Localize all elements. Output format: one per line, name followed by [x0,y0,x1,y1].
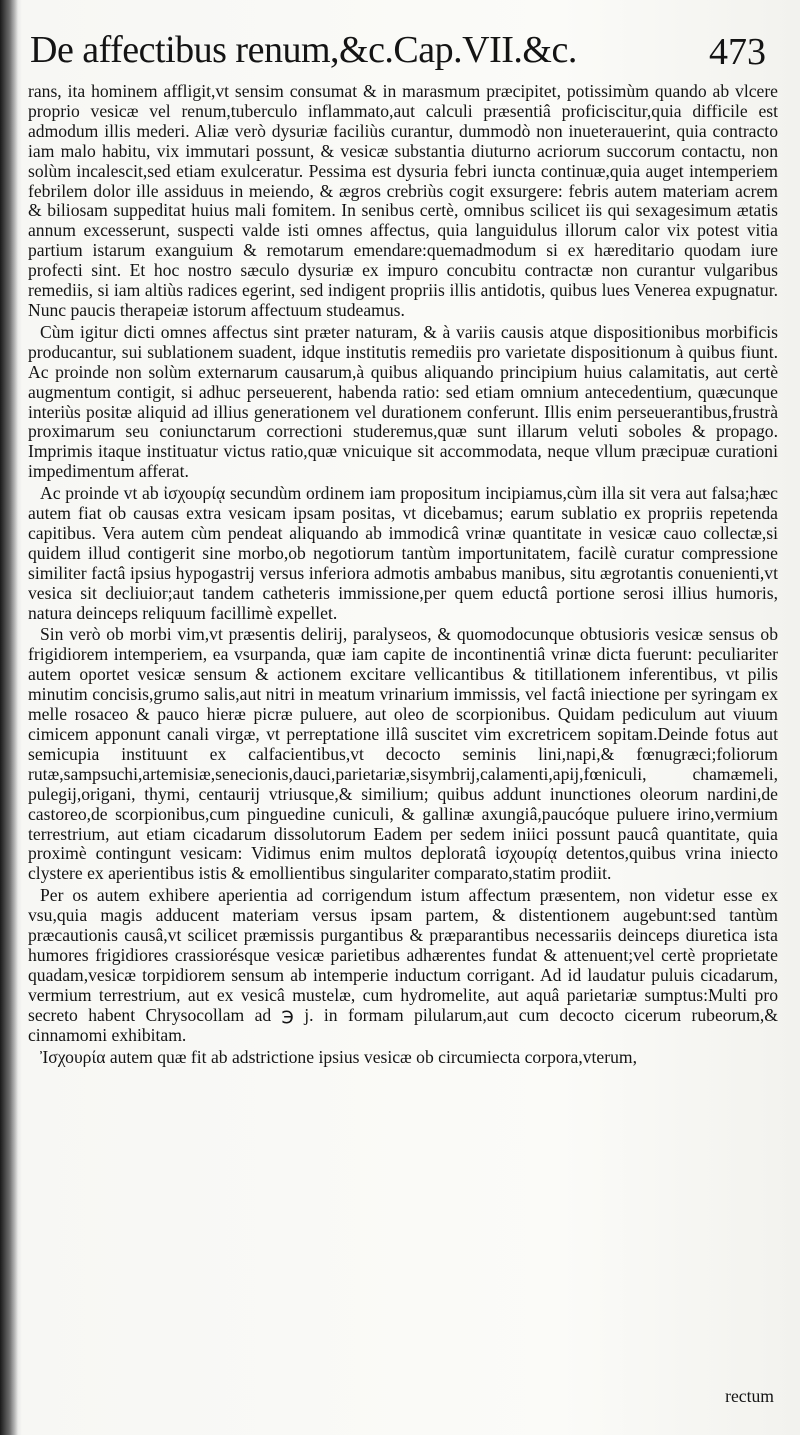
body-text [28,82,778,1067]
paragraph-general-therapy: Cùm igitur dicti omnes affectus sint præter naturam, & à variis causis atque dispositionibus morbificis producantur, sui sublationem suadent, idque institutis remediis pro varietate dispositionum à quibus fiunt. Ac proinde non solùm externarum causarum,à quibus aliquando principium huius calamitatis, aut certè augmentum contigit, si adhuc perseuerent, habenda ratio: sed etiam omnium antecedentium, quæcunque interiùs positæ aliquid ad illius generationem vel durationem conferunt. Illis enim perseuerantibus,frustrà proximarum seu coniunctarum correctioni studeremus,quæ sunt illarum veluti soboles & propago. Imprimis itaque instituatur victus ratio,quæ vnicuique sit accommodata, neque vllum præcipuæ curationi impedimentum afferat. [28,321,778,482]
paragraph-ischuria-true: Ac proinde vt ab ἰσχουρίᾳ secundùm ordinem iam propositum incipiamus,cùm illa sit vera aut falsa;hæc autem fiat ob causas extra vesicam ipsam positas, vt dicebamus; earum sublatio ex propriis repetenda capitibus. Vera autem cùm pendeat aliquando ab immodicâ vrinæ quantitate in vesicæ cauo collectæ,si quidem illud contigerit sine morbo,ob negotiorum tantùm importunitatem, facilè curatur compressione similiter factâ ipsius hypogastrij versus inferiora admotis ambabus manibus, situ ægrotantis conuenienti,vt vesica sit decliuior;aut tandem catheteris immissione,per quem eductâ portione serosi illius humoris, natura deinceps reliquum facillimè expellet. [28,483,778,623]
paragraph-ischuria-constriction: Ἰσχουρία autem quæ fit ab adstrictione ipsius vesicæ ob circumiecta corpora,vterum, [40,1046,637,1067]
paragraph-oral-remedies: Per os autem exhibere aperientia ad corrigendum istum affectum præsentem, non videtur esse ex vsu,quia magis adducent materiam versus ipsam partem, & distentionem augebunt:sed tantùm præcautionis causâ,vt scilicet præmissis purgantibus & præparantibus necessariis deinceps diuretica ista humores frigidiores crassiorésque vesicæ parietibus adhærentes fundat & attenuent;vel certè proprietate quadam,vesicæ torpidiorem sensum ab intemperie inductum corrigant. Ad id laudatur puluis cicadarum, vermium terrestrium, aut ex vesicâ mustelæ, cum hydromelite, aut aquâ parietariæ sumptus:Multi pro secreto habent Chrysocollam ad ℈ j. in formam pilularum,aut cum decocto cicerum rubeorum,& cinnamomi exhibitam. [28,885,778,1045]
paragraph-ischuria-remedies: Sin verò ob morbi vim,vt præsentis delirij, paralyseos, & quomodocunque obtusioris vesicæ sensus ob frigidiorem intemperiem, ea vsurpanda, quæ iam capite de incontinentiâ vrinæ dicta fuerunt: peculiariter autem oportet vesicæ sensum & actionem excitare vellicantibus & titillationem inferentibus, vt pilis minutim concisis,grumo salis,aut nitri in meatum vrinarium immissis, vel factâ iniectione per syringam ex melle rosaceo & pauco hieræ picræ puluere, aut oleo de scorpionibus. Quidam pediculum aut viuum cimicem apponunt canali virgæ, vt perreptatione illâ suscitet vim excretricem sopitam.Deinde fotus aut semicupia instituunt ex calfacientibus,vt decocto seminis lini,napi,& fœnugræci;foliorum rutæ,sampsuchi,artemisiæ,senecionis,dauci,parietariæ,sisymbrij,calamenti,apij,fœniculi, chamæmeli, pulegij,origani, thymi, centaurij vtriusque,& similium; quibus addunt inunctiones oleorum nardini,de castoreo,de scorpionibus,cum pinguedine cuniculi, & gallinæ axungiâ,paucóque puluere irino,vermium terrestrium, aut etiam cicadarum dissolutorum Eadem per sedem iniici possunt paucâ quantitate, quia proximè contingunt vesicam: Vidimus enim multos deploratâ ἰσχουρίᾳ detentos,quibus vrina iniecto clystere ex aperientibus istis & emollientibus singulariter comparato,statim prodiit. [28,624,778,884]
page-header [30,28,776,84]
page-number: 473 [709,31,766,73]
paragraph-dysuria-prognosis: rans, ita hominem affligit,vt sensim consumat & in marasmum præcipitet, potissimùm quando ab vlcere proprio vesicæ vel renum,tuberculo inflammato,aut calculi præsentiâ proficiscitur,quia difficile est admodum illis mederi. Aliæ verò dysuriæ faciliùs curantur, dummodò non inueterauerint, quia contracto iam malo habitu, vix immutari possunt, & vesicæ substantia diuturno acriorum succorum contactu, non solùm incalescit,sed etiam exulceratur. Pessima est dysuria febri iuncta continuæ,quia auget intemperiem febrilem dolor ille assiduus in meiendo, & ægros crebriùs cogit exsurgere: febris autem materiam acrem & biliosam suppeditat huius mali fomitem. In senibus certè, omnibus scilicet iis qui sexagesimum ætatis annum excesserunt, suspecti valde isti omnes affectus, quia languidulus illorum calor vix potest vitia partium istarum exanguium & remotarum emendare:quemadmodum si ex hæreditario quodam iure profecti sint. Et hoc nostro sæculo dysuriæ ex impuro concubitu contractæ non curantur vulgaribus remediis, si iam altiùs radices egerint, sed indigent propriis illis antidotis, quibus lues Venerea expugnatur. Nunc paucis therapeiæ istorum affectuum studeamus. [28,81,778,320]
running-title: De affectibus renum,&c.Cap.VII.&c. [30,29,577,71]
binding-gutter-shadow [0,0,18,1435]
catchword: rectum [725,1386,774,1406]
